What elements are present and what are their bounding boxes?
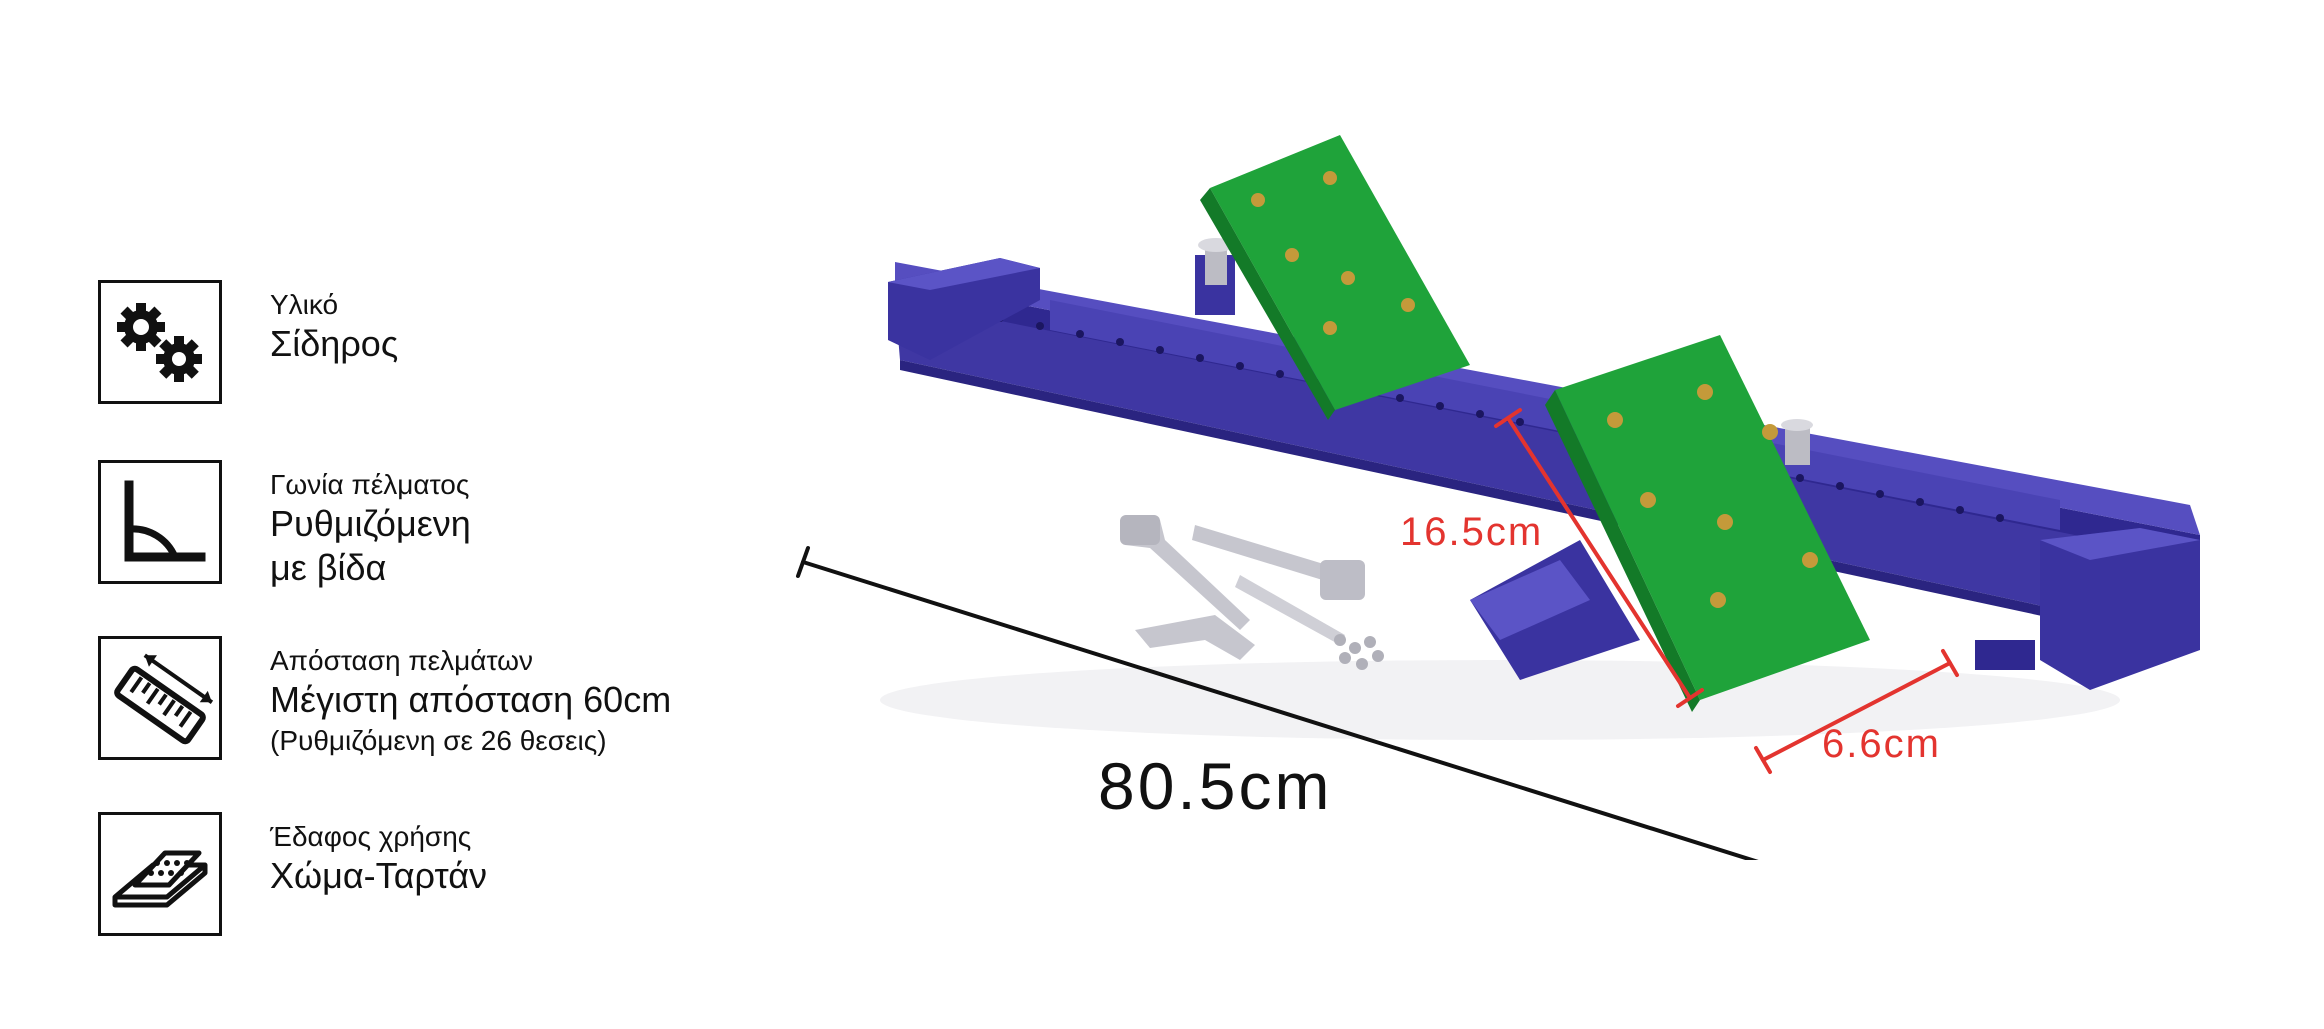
spec-surface-text	[270, 820, 487, 898]
spec-pedal-distance	[98, 636, 798, 766]
spec-pedal-distance-icon-box	[98, 636, 222, 760]
spec-surface-icon-box	[98, 812, 222, 936]
spec-pedal-angle-value-line2: με βίδα	[270, 547, 387, 588]
gears-icon	[101, 283, 219, 401]
spec-pedal-distance-text	[270, 644, 671, 760]
spec-pedal-angle-value: Ρυθμιζόμενη	[270, 503, 471, 544]
spec-pedal-angle	[98, 460, 798, 590]
angle-icon	[101, 463, 219, 581]
spec-material-label: Υλικό	[270, 289, 339, 320]
spec-pedal-distance-note: (Ρυθμιζόμενη σε 26 θεσεις)	[270, 725, 607, 756]
spec-surface-label: Έδαφος χρήσης	[270, 821, 472, 852]
total-length-label: 80.5cm	[1098, 749, 1333, 823]
spec-material-text	[270, 288, 398, 366]
spec-material-icon-box	[98, 280, 222, 404]
surface-icon	[101, 815, 219, 933]
spec-pedal-angle-label: Γωνία πέλματος	[270, 469, 470, 500]
spec-surface-value: Χώμα-Ταρτάν	[270, 855, 488, 896]
spec-pedal-distance-label: Απόσταση πελμάτων	[270, 645, 533, 676]
pedal-height-label: 16.5cm	[1400, 510, 1544, 554]
spec-pedal-angle-icon-box	[98, 460, 222, 584]
pedal-depth-label: 6.6cm	[1822, 722, 1941, 766]
starting-block-illustration	[780, 100, 2240, 860]
spec-surface	[98, 812, 798, 942]
ruler-icon	[101, 639, 219, 757]
spec-material	[98, 280, 798, 410]
accessories	[1120, 515, 1384, 670]
spec-material-value: Σίδηρος	[270, 323, 399, 364]
spec-pedal-angle-text	[270, 468, 471, 590]
spec-pedal-distance-value: Μέγιστη απόσταση 60cm	[270, 679, 672, 720]
